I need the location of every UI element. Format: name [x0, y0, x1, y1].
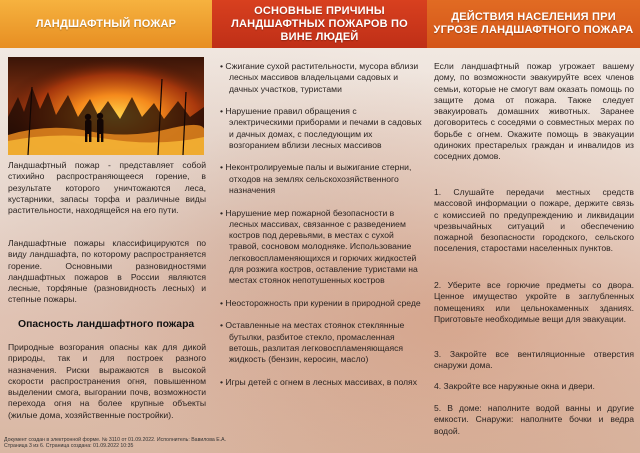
action-step-4: 4. Закройте все наружные окна и двери. — [434, 381, 595, 391]
cause-item: • Неосторожность при курении в природной среде — [220, 298, 423, 309]
header-landscape-fire — [0, 0, 212, 48]
landscape-fire-definition: Ландшафтный пожар - представляет собой стихийно распространяющееся горение, в результате которого уничтожаются леса, кустарники, запасы торфа и различные виды растительности, находящейся на его пути. — [8, 160, 206, 216]
cause-item: • Оставленные на местах стоянок стеклянные бутылки, разбитое стекло, промасленная ветошь, разлитая легковоспламеняющаяся жидкость (бензин, керосин, масло) — [220, 320, 423, 365]
cause-item: • Нарушение мер пожарной безопасности в лесных массивах, связанное с разведением костров под деревьями, в местах с сухой травой, сосновом молодняке. Использование легковоспламеняющихся и горючих жидкостей для розжига костров, оставление туристами на местах стоянок непотушенных костров — [220, 208, 423, 287]
footer-page-info: Страница 3 из 6. Страница создана: 01.09.2022 10:35 — [4, 443, 134, 449]
header-actions — [427, 0, 640, 48]
cause-item: • Нарушение правил обращения с электрическими приборами и печами в садовых и дачных домах, с последующим их возгоранием вблизи лесных массивов — [220, 106, 423, 151]
action-step-1: 1. Слушайте передачи местных средств массовой информации о пожаре, держите связь с комиссией по предупреждению и ликвидации чрезвычайных ситуаций и обеспечению пожарной безопасности городского, сельского поселения, старостами населенных пунктов. — [434, 187, 634, 254]
cause-item: • Сжигание сухой растительности, мусора вблизи лесных массивов владельцами садовых и дачных участков, туристами — [220, 61, 423, 95]
header-landscape-fire-title: ЛАНДШАФТНЫЙ ПОЖАР — [35, 17, 177, 30]
header-causes — [212, 0, 427, 48]
wildfire-firefighters-photo — [8, 57, 204, 155]
document-footer — [4, 437, 424, 449]
cause-item: • Неконтролируемые палы и выжигание стерни, отходов на землях сельскохозяйственного назначения — [220, 162, 423, 196]
action-step-3: 3. Закройте все вентиляционные отверстия снаружи дома. — [434, 349, 634, 371]
causes-list — [220, 61, 423, 399]
actions-intro: Если ландшафтный пожар угрожает вашему дому, по возможности эвакуируйте всех членов семьи, которые не смогут вам оказать помощь по защите дома от пожара. Также следует эвакуировать домашних животных. Заранее договоритесь с соседями о совместных мерах по борьбе с огнем. Окажите помощь в эвакуации одиноких престарелых граждан и инвалидов из соседних домов. — [434, 61, 634, 162]
danger-section-title: Опасность ландшафтного пожара — [18, 319, 195, 330]
landscape-fire-classification: Ландшафтные пожары классифицируются по виду ландшафта, по которому распространяется горение. Основными разновидностями ландшафтных пожаров в России являются лесные, торфяные (разновидность лесных) и степные пожары. — [8, 238, 206, 305]
header-causes-title: ОСНОВНЫЕ ПРИЧИНЫ ЛАНДШАФТНЫХ ПОЖАРОВ ПО ВИНЕ ЛЮДЕЙ — [231, 4, 408, 43]
danger-section-text: Природные возгорания опасны как для дикой природы, так и для построек разного назначения. Риски выражаются в высокой скорости распространения огня, повышенном выделении смога, выгорании почв, возможности перехода огня на более крупные объекты (жилые дома, хозяйственные постройки). — [8, 342, 206, 420]
action-step-5: 5. В доме: наполните водой ванны и другие емкости. Снаружи: наполните бочки и ведра водой. — [434, 403, 634, 436]
header-actions-title: ДЕЙСТВИЯ НАСЕЛЕНИЯ ПРИ УГРОЗЕ ЛАНДШАФТНОГО ПОЖАРА — [433, 11, 634, 36]
action-step-2: 2. Уберите все горючие предметы со двора. Ценное имущество укройте в заглубленных помещениях или цельнокаменных зданиях. Приготовьте необходимые вещи для эвакуации. — [434, 280, 634, 324]
footer-doc-info: Документ создан в электронной форме. № 3110 от 01.09.2022. Исполнитель: Вавилова Е.А. — [4, 437, 227, 443]
cause-item: • Игры детей с огнем в лесных массивах, в полях — [220, 377, 423, 388]
